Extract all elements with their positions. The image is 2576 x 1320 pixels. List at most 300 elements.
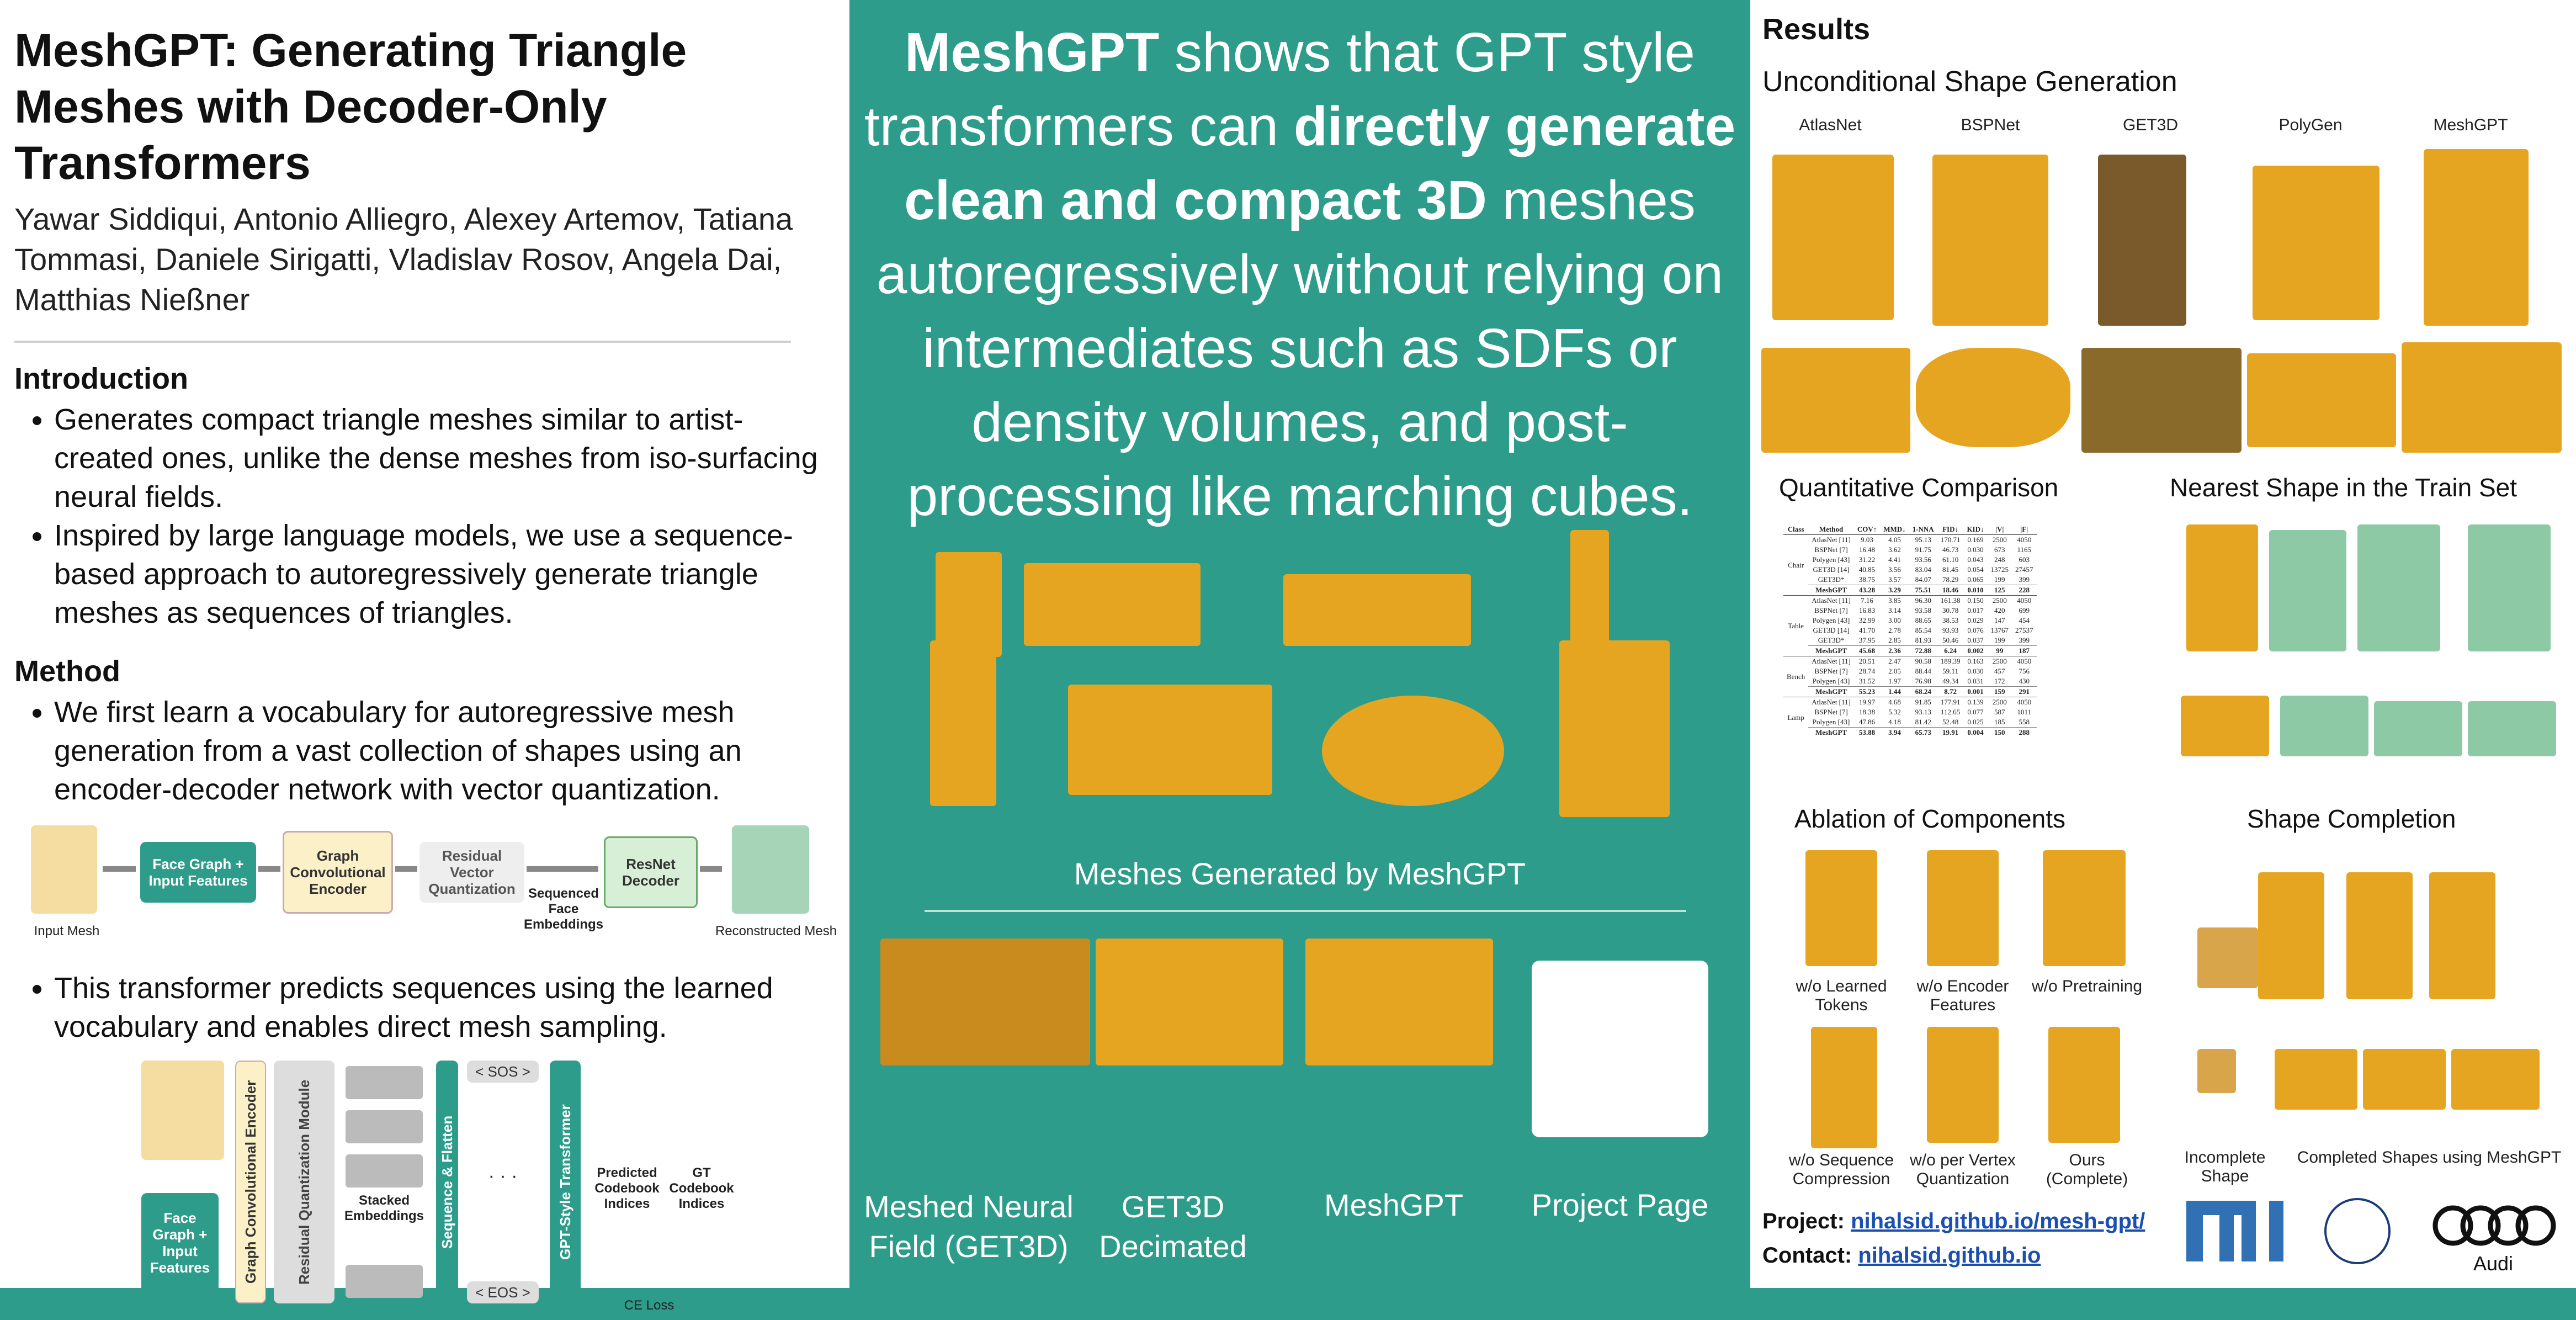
table-cell: 199: [1994, 575, 2005, 584]
table-cell: 0.076: [1967, 626, 1984, 634]
table-cell: BSPNet [7]: [1814, 708, 1848, 716]
table-cell: 112.65: [1940, 708, 1961, 716]
incomplete-label: Incomplete Shape: [2184, 1148, 2266, 1185]
table-cell: 756: [2019, 667, 2030, 675]
table-row: [1783, 656, 2037, 667]
table-row: [1783, 535, 2037, 545]
table-cell: 0.054: [1967, 565, 1984, 574]
table-row: [1783, 565, 2037, 575]
table-header-cell: 1-NNA: [1909, 524, 1937, 535]
table-cell: 46.73: [1942, 545, 1959, 554]
embedding-stack: [346, 1066, 423, 1099]
embedding-stack: [346, 1265, 423, 1298]
left-column: [0, 0, 853, 1313]
table-cell: 5.32: [1888, 708, 1901, 716]
incomplete-chair: [2197, 927, 2258, 988]
table-cell: 2500: [1988, 535, 2012, 545]
audi-logo: [2432, 1204, 2559, 1248]
table-cell: 159: [1988, 687, 2012, 697]
headline: [853, 0, 1747, 533]
train-chair: [2269, 530, 2346, 651]
table-cell: 1.44: [1880, 687, 1909, 697]
project-label: Project:: [1762, 1209, 1845, 1233]
table-row: [1783, 666, 2037, 676]
table-cell: 248: [1994, 555, 2005, 564]
table-cell: 0.010: [1963, 585, 1987, 596]
table-cell: 558: [2019, 718, 2030, 726]
table-row: [1783, 728, 2037, 738]
tum-logo: [2186, 1201, 2286, 1261]
table-cell: 2500: [1988, 697, 2012, 708]
table-cell: MeshGPT: [1808, 728, 1854, 738]
table-cell: Polygen [43]: [1812, 616, 1850, 624]
nearest-heading: Nearest Shape in the Train Set: [2170, 473, 2517, 502]
table-cell: 457: [1994, 667, 2005, 675]
table-class-cell: Bench: [1783, 656, 1808, 697]
eos-token: < EOS >: [467, 1281, 539, 1303]
table-cell: 420: [1994, 606, 2005, 614]
neural-field-mesh: [880, 939, 1090, 1065]
results-heading: Results: [1762, 13, 1871, 46]
table-cell: 3.00: [1888, 616, 1901, 624]
table-cell: 68.24: [1909, 687, 1937, 697]
table-cell: 0.017: [1967, 606, 1984, 614]
table-row: [1783, 606, 2037, 616]
table-cell: 0.030: [1967, 545, 1984, 554]
table-cell: 187: [2012, 646, 2037, 656]
table-cell: 4050: [2012, 535, 2037, 545]
table-cell: AtlasNet [11]: [1808, 656, 1854, 667]
table-cell: 189.39: [1937, 656, 1964, 667]
table-cell: 4.18: [1888, 718, 1901, 726]
input-mesh-label: Input Mesh: [34, 924, 100, 939]
table-cell: 61.10: [1942, 555, 1959, 564]
table-cell: 30.78: [1942, 606, 1959, 614]
table-cell: MeshGPT: [1808, 646, 1854, 656]
table-cell: 27457: [2015, 565, 2033, 574]
table-sample: [1916, 348, 2070, 447]
rqm-box: Residual Quantization Module: [274, 1061, 334, 1303]
round-table-mesh: [1322, 696, 1504, 806]
table-row: [1783, 625, 2037, 635]
table-cell: Polygen [43]: [1812, 718, 1850, 726]
table-sample: [1761, 348, 1910, 453]
arrow: [103, 866, 136, 872]
ablation-chair: [1811, 1027, 1877, 1148]
compare-label: MeshGPT: [1324, 1188, 1464, 1222]
ablation-heading: Ablation of Components: [1794, 804, 2065, 833]
ablation-label: w/o Sequence Compression: [1788, 1151, 1894, 1188]
seq-dots: · · ·: [488, 1165, 518, 1186]
audi-wordmark: Audi: [2473, 1252, 2514, 1275]
table-cell: BSPNet [7]: [1814, 667, 1848, 675]
completed-chair: [2346, 872, 2413, 999]
table-cell: 16.83: [1858, 606, 1876, 614]
method-bullet: • We first learn a vocabulary for autoregressive mesh generation from a vast collection of shapes using an encoder-decoder network with vector quantization.: [54, 693, 835, 809]
train-chair: [2357, 524, 2440, 651]
sos-token: < SOS >: [467, 1061, 539, 1083]
table-cell: 31.52: [1858, 677, 1876, 685]
method-bullet: • This transformer predicts sequences using the learned vocabulary and enables direct mesh sampling.: [54, 969, 835, 1046]
table-row: [1783, 646, 2037, 656]
train-table: [2468, 701, 2556, 756]
table-class-cell: Lamp: [1783, 697, 1808, 738]
compare-label: Meshed Neural Field (GET3D): [864, 1189, 1074, 1264]
bench-mesh: [1283, 574, 1471, 646]
seqflat-box: Sequence & Flatten: [436, 1061, 458, 1303]
table-class-cell: Table: [1783, 596, 1808, 656]
recon-mesh-label: Reconstructed Mesh: [715, 924, 837, 939]
table-cell: 19.91: [1937, 728, 1964, 738]
table-cell: 8.72: [1937, 687, 1964, 697]
meshgpt-mesh: [1305, 939, 1493, 1065]
table-cell: 38.75: [1858, 575, 1876, 584]
recon-mesh-image: [732, 825, 809, 914]
table-cell: 0.043: [1967, 555, 1984, 564]
headline-part: shows that GPT style transformers can: [864, 22, 1695, 157]
table-mesh: [1068, 685, 1272, 795]
completed-chair: [2258, 872, 2324, 999]
table-cell: MeshGPT: [1808, 687, 1854, 697]
table-cell: 603: [2019, 555, 2030, 564]
table-cell: BSPNet [7]: [1814, 606, 1848, 614]
contact-label: Contact:: [1762, 1243, 1852, 1268]
ablation-chair: [1805, 850, 1877, 966]
divider: [925, 910, 1686, 912]
table-header-cell: KID↓: [1963, 524, 1987, 535]
table-cell: 430: [2019, 677, 2030, 685]
gt-indices-label: GT Codebook Indices: [669, 1165, 734, 1211]
table-header-cell: Class: [1783, 524, 1808, 535]
chair-sample: [2186, 524, 2258, 651]
project-link[interactable]: nihalsid.github.io/mesh-gpt/: [1851, 1209, 2145, 1233]
table-cell: 699: [2019, 606, 2030, 614]
table-cell: 1011: [2017, 708, 2032, 716]
chair-sample: [2424, 149, 2529, 326]
table-cell: 0.001: [1963, 687, 1987, 697]
table-cell: 9.03: [1854, 535, 1880, 545]
method-label: MeshGPT: [2433, 116, 2508, 134]
table-cell: 0.150: [1963, 596, 1987, 606]
table-cell: 150: [1988, 728, 2012, 738]
poster-title: MeshGPT: Generating Triangle Meshes with Decoder-Only Transformers: [14, 24, 687, 189]
contact-link[interactable]: nihalsid.github.io: [1858, 1243, 2041, 1268]
table-row: [1783, 596, 2037, 606]
table-cell: 587: [1994, 708, 2005, 716]
table-row: [1783, 575, 2037, 585]
table-cell: 13725: [1990, 565, 2009, 574]
rvq-box: Residual Vector Quantization: [419, 842, 524, 903]
author-list: Yawar Siddiqui, Antonio Alliegro, Alexey Artemov, Tatiana Tommasi, Daniele Sirigatti, Vladislav Rosov, Angela Dai, Matthias Nießner: [14, 202, 793, 317]
transformer-diagram: [14, 1055, 835, 1320]
table-cell: 41.70: [1858, 626, 1876, 634]
table-row: [1783, 635, 2037, 646]
table-cell: 2500: [1988, 596, 2012, 606]
table-cell: 37.95: [1858, 636, 1876, 644]
ablation-label: w/o Learned Tokens: [1796, 977, 1887, 1014]
table-cell: 75.51: [1909, 585, 1937, 596]
chair-sample: [2253, 166, 2380, 320]
table-row: [1783, 545, 2037, 555]
method-label: GET3D: [2122, 116, 2179, 134]
quant-table-wrap: [1783, 524, 2120, 738]
input-mesh-image: [31, 825, 97, 914]
table-cell: 45.68: [1854, 646, 1880, 656]
project-line: [1762, 1209, 2145, 1234]
gce-box: Graph Convolutional Encoder: [235, 1061, 266, 1303]
table-cell: 161.38: [1937, 596, 1964, 606]
intro-bullet: • Inspired by large language models, we use a sequence-based approach to autoregressively generate triangle meshes as sequences of triangles.: [54, 516, 835, 632]
table-cell: 55.23: [1854, 687, 1880, 697]
ablation-label: Ours (Complete): [2046, 1151, 2128, 1188]
train-table: [2374, 701, 2462, 756]
table-cell: 454: [2019, 616, 2030, 624]
ablation-chair: [1927, 1027, 1999, 1143]
table-row: [1783, 616, 2037, 625]
chair-mesh: [930, 640, 996, 806]
table-sample: [2181, 696, 2269, 756]
table-cell: 88.65: [1915, 616, 1931, 624]
table-header-cell: |V|: [1988, 524, 2012, 535]
ablation-label: w/o Encoder Features: [1916, 977, 2009, 1014]
table-cell: 43.28: [1854, 585, 1880, 596]
chair-sample: [2098, 155, 2186, 326]
table-cell: 93.13: [1915, 708, 1931, 716]
table-cell: GET3D [14]: [1813, 626, 1850, 634]
compare-label: GET3D Decimated: [1099, 1189, 1247, 1264]
table-cell: 81.45: [1942, 565, 1959, 574]
table-cell: 3.94: [1880, 728, 1909, 738]
completed-table: [2275, 1049, 2357, 1110]
table-cell: 65.73: [1909, 728, 1937, 738]
table-cell: 91.85: [1909, 697, 1937, 708]
table-cell: 99: [1988, 646, 2012, 656]
table-cell: 147: [1994, 616, 2005, 624]
table-cell: 1.97: [1888, 677, 1901, 685]
table-cell: 93.56: [1915, 555, 1931, 564]
table-cell: 3.57: [1888, 575, 1901, 584]
table-cell: AtlasNet [11]: [1808, 535, 1854, 545]
face-graph-box: Face Graph + Input Features: [141, 1193, 219, 1292]
divider: [14, 341, 791, 343]
contact-line: [1762, 1243, 2041, 1268]
table-cell: 0.031: [1967, 677, 1984, 685]
table-cell: 52.48: [1942, 718, 1959, 726]
chair-sample: [1772, 155, 1894, 320]
table-cell: 88.44: [1915, 667, 1931, 675]
table-row: [1783, 697, 2037, 708]
table-cell: Polygen [43]: [1812, 555, 1850, 564]
table-cell: 96.30: [1909, 596, 1937, 606]
table-cell: 185: [1994, 718, 2005, 726]
table-cell: 27537: [2015, 626, 2033, 634]
table-cell: 7.16: [1854, 596, 1880, 606]
table-cell: GET3D*: [1818, 636, 1845, 644]
table-cell: 78.29: [1942, 575, 1959, 584]
seq-emb-label: Sequenced Face Embeddings: [523, 886, 603, 932]
table-cell: 228: [2012, 585, 2037, 596]
table-cell: 81.42: [1915, 718, 1931, 726]
qr-code[interactable]: [1532, 961, 1708, 1137]
table-cell: 2.85: [1888, 636, 1901, 644]
uncond-heading: Unconditional Shape Generation: [1762, 66, 2177, 98]
table-cell: 31.22: [1858, 555, 1876, 564]
table-sample: [2402, 342, 2562, 453]
table-cell: 0.029: [1967, 616, 1984, 624]
table-cell: 49.34: [1942, 677, 1959, 685]
gpt-box: GPT-Style Transformer: [550, 1061, 581, 1303]
table-cell: 40.85: [1858, 565, 1876, 574]
table-cell: 0.002: [1963, 646, 1987, 656]
incomplete-table: [2197, 1049, 2236, 1093]
method-label: BSPNet: [1961, 116, 2020, 134]
arrow: [258, 866, 280, 872]
table-cell: 91.75: [1915, 545, 1931, 554]
table-cell: 76.98: [1915, 677, 1931, 685]
table-cell: 170.71: [1937, 535, 1964, 545]
train-table: [2280, 696, 2368, 756]
completion-heading: Shape Completion: [2247, 804, 2456, 833]
intro-heading: Introduction: [14, 362, 188, 395]
embedding-stack: [346, 1110, 423, 1143]
gallery-caption: Meshes Generated by MeshGPT: [1074, 856, 1526, 891]
table-cell: GET3D*: [1818, 575, 1845, 584]
table-cell: 85.54: [1915, 626, 1931, 634]
table-cell: 3.62: [1888, 545, 1901, 554]
face-graph-box: Face Graph + Input Features: [140, 842, 256, 903]
quant-heading: Quantitative Comparison: [1779, 473, 2059, 502]
table-sample: [2247, 353, 2396, 447]
table-cell: 4.41: [1888, 555, 1901, 564]
project-page-label: Project Page: [1531, 1188, 1709, 1222]
middle-column: [853, 0, 1747, 1288]
table-cell: 13767: [1990, 626, 2009, 634]
arrow: [395, 866, 417, 872]
mesh-gallery: [886, 530, 1714, 839]
table-cell: 16.48: [1858, 545, 1876, 554]
table-cell: 93.93: [1942, 626, 1959, 634]
stacked-label: Stacked Embeddings: [344, 1193, 424, 1223]
bench-mesh: [1024, 563, 1201, 646]
method-list: [14, 693, 835, 809]
table-row: [1783, 585, 2037, 596]
table-cell: 399: [2019, 575, 2030, 584]
table-cell: 95.13: [1909, 535, 1937, 545]
table-cell: 2.47: [1880, 656, 1909, 667]
table-cell: 2.78: [1888, 626, 1901, 634]
table-row: [1783, 687, 2037, 697]
headline-part: meshes autoregressively without relying on intermediates such as SDFs or density volumes, and post-processing like marching cubes.: [876, 169, 1724, 527]
table-cell: 0.030: [1967, 667, 1984, 675]
table-cell: 6.24: [1937, 646, 1964, 656]
table-cell: 4050: [2012, 596, 2037, 606]
table-header-cell: |F|: [2012, 524, 2037, 535]
table-header-cell: MMD↓: [1880, 524, 1909, 535]
table-cell: 0.037: [1967, 636, 1984, 644]
table-cell: 2.36: [1880, 646, 1909, 656]
table-header-cell: Method: [1808, 524, 1854, 535]
arrow: [700, 866, 722, 872]
table-cell: 59.11: [1942, 667, 1958, 675]
polito-seal: [2324, 1198, 2391, 1264]
table-cell: 32.99: [1858, 616, 1876, 624]
intro-list: [14, 400, 835, 632]
headline-part: directly generate clean and compact 3D: [904, 96, 1736, 231]
method-heading: Method: [14, 655, 120, 688]
table-cell: 1165: [2017, 545, 2032, 554]
table-cell: MeshGPT: [1808, 585, 1854, 596]
completed-table: [2363, 1049, 2446, 1110]
ablation-chair: [1927, 850, 1999, 966]
table-cell: 4050: [2012, 697, 2037, 708]
table-cell: 0.163: [1963, 656, 1987, 667]
intro-bullet: • Generates compact triangle meshes similar to artist-created ones, unlike the dense meshes from iso-surfacing neural fields.: [54, 400, 835, 516]
table-cell: 81.93: [1915, 636, 1931, 644]
table-cell: GET3D [14]: [1813, 565, 1850, 574]
table-cell: 2500: [1988, 656, 2012, 667]
quant-table: [1783, 524, 2037, 738]
table-cell: 199: [1994, 636, 2005, 644]
table-cell: 93.58: [1915, 606, 1931, 614]
method-label: AtlasNet: [1799, 116, 1862, 134]
table-cell: 84.07: [1915, 575, 1931, 584]
chair-sample: [1932, 155, 2048, 326]
completed-label: Completed Shapes using MeshGPT: [2297, 1148, 2562, 1167]
decoder-box: ResNet Decoder: [604, 836, 698, 908]
headline-part: MeshGPT: [905, 22, 1160, 83]
ablation-chair: [2043, 850, 2126, 966]
decimated-mesh: [1096, 939, 1283, 1065]
table-cell: 28.74: [1858, 667, 1876, 675]
ablation-label: w/o per Vertex Quantization: [1910, 1151, 2016, 1188]
table-cell: 4.05: [1880, 535, 1909, 545]
table-cell: 19.97: [1854, 697, 1880, 708]
table-cell: 3.14: [1888, 606, 1901, 614]
table-cell: 0.004: [1963, 728, 1987, 738]
table-cell: 125: [1988, 585, 2012, 596]
table-cell: 288: [2012, 728, 2037, 738]
input-mesh-image: [141, 1061, 224, 1160]
table-sample: [2081, 348, 2242, 453]
arrow: [527, 866, 598, 872]
table-cell: 50.46: [1942, 636, 1959, 644]
table-row: [1783, 555, 2037, 565]
table-cell: 172: [1994, 677, 2005, 685]
table-cell: 177.91: [1937, 697, 1964, 708]
table-row: [1783, 676, 2037, 687]
table-row: [1783, 717, 2037, 728]
table-cell: 90.58: [1909, 656, 1937, 667]
table-cell: BSPNet [7]: [1814, 545, 1848, 554]
table-cell: 53.88: [1854, 728, 1880, 738]
table-cell: 4050: [2012, 656, 2037, 667]
pred-indices-label: Predicted Codebook Indices: [594, 1165, 660, 1211]
ce-loss-label: CE Loss: [624, 1298, 674, 1313]
table-cell: 18.38: [1858, 708, 1876, 716]
embedding-stack: [346, 1154, 423, 1188]
table-cell: 4.68: [1880, 697, 1909, 708]
table-cell: 3.56: [1888, 565, 1901, 574]
table-cell: 20.51: [1854, 656, 1880, 667]
table-cell: AtlasNet [11]: [1808, 596, 1854, 606]
table-cell: 0.139: [1963, 697, 1987, 708]
table-cell: 0.077: [1967, 708, 1984, 716]
ablation-label: w/o Pretraining: [2031, 977, 2143, 995]
table-cell: 18.46: [1937, 585, 1964, 596]
table-class-cell: Chair: [1783, 535, 1808, 596]
method-list-2: [14, 969, 835, 1046]
table-cell: 673: [1994, 545, 2005, 554]
